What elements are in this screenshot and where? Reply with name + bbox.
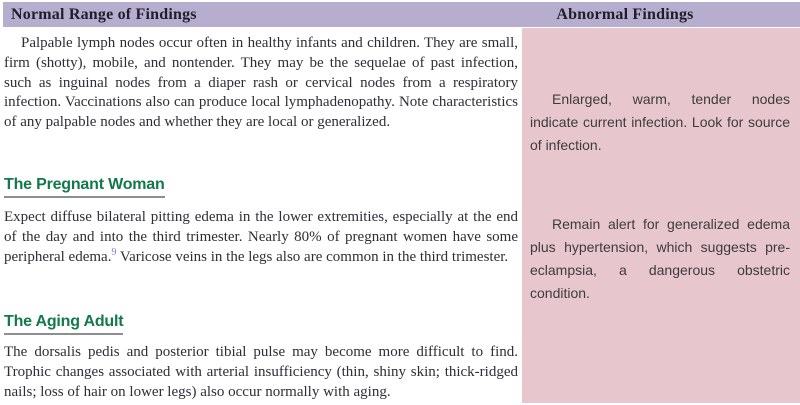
normal-findings-column-title: Normal Range of Findings [11,6,197,23]
abnormal-note-preeclampsia: Remain alert for generalized edema plus hypertension, which suggests pre-eclampsia, a dangerous obstetric condition. [530,216,790,301]
section-heading-pregnant-woman-label: The Pregnant Woman [4,176,165,198]
pregnant-woman-paragraph [4,208,518,267]
section-heading-pregnant-woman [4,176,165,198]
abnormal-findings-column-title: Abnormal Findings [556,6,694,23]
section-heading-aging-adult-label: The Aging Adult [4,313,123,335]
normal-findings-column [4,28,518,403]
abnormal-note-infection: Enlarged, warm, tender nodes indicate current infection. Look for source of infection. [530,91,790,153]
pregnant-paragraph-text-after-ref: Varicose veins in the legs also are common in the third trimester. [116,248,509,265]
abnormal-findings-column [522,28,800,403]
table-header-bar [3,2,800,27]
reference-9-link[interactable]: 9 [111,246,117,258]
pregnant-paragraph-text-before-ref: Expect diffuse bilateral pitting edema in the lower extremities, especially at the end of the day and into the third trimester. Nearly 80% of pregnant women have some peripheral edema. [4,209,518,265]
section-heading-aging-adult [4,313,123,335]
lymph-nodes-paragraph: Palpable lymph nodes occur often in healthy infants and children. They are small, firm (shotty), mobile, and nontender. They may be the sequelae of past infection, such as inguinal nodes from a diaper rash or cervical nodes from a respiratory infection. Vaccinations also can produce local lymphadenopathy. Note characteristics of any palpable nodes and whether they are local or generalized. [4,35,518,131]
aging-adult-paragraph: The dorsalis pedis and posterior tibial pulse may become more difficult to find. Trophic changes associated with arterial insufficiency (thin, shiny skin; thick-ridged nails; loss of hair on lower legs) also occur normally with aging. [4,344,518,400]
